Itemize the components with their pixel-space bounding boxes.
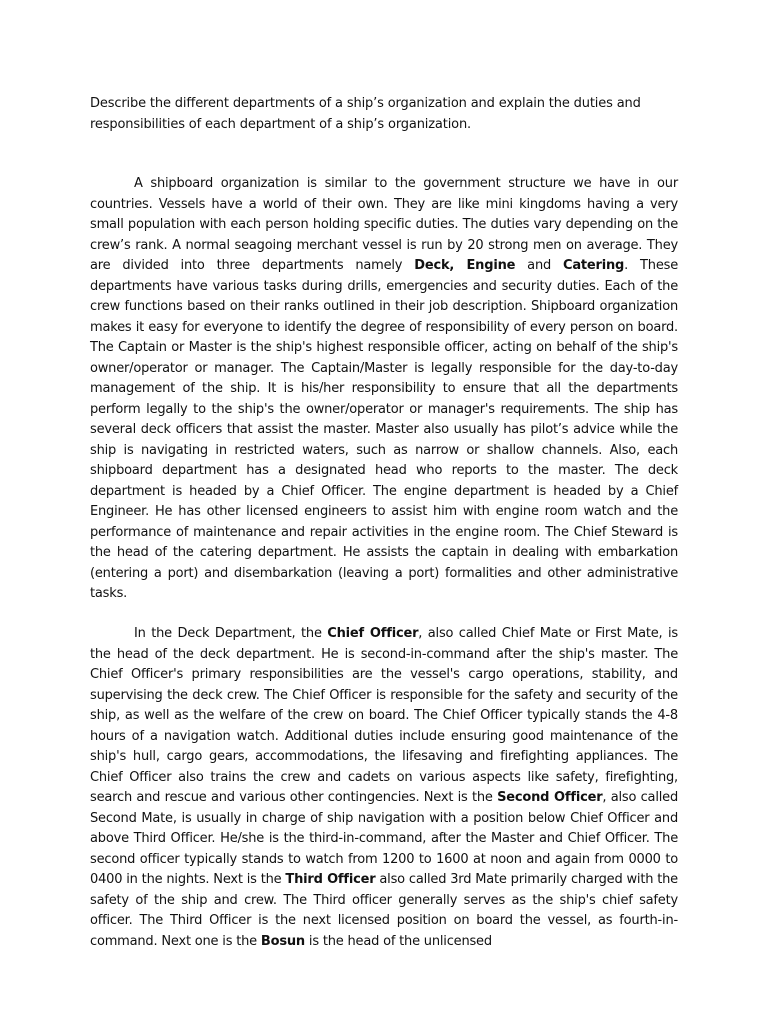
text-run: and bbox=[515, 258, 563, 273]
text-run: also called 3rd Mate primarily charged with the safety of the ship and crew. The Third officer generally serves as the ship's chief safety officer. The Third Officer is the next licensed position on board the vessel, as fourth-in-command. Next one is the bbox=[90, 872, 678, 949]
text-run: . These departments have various tasks during drills, emergencies and security duties. Each of the crew functions based on their ranks outlined in their job description. Shipboard organization makes it easy for everyone to identify the degree of responsibility of every person on board. The Captain or Master is the ship's highest responsible officer, acting on behalf of the ship's owner/operator or manager. The Captain/Master is legally responsible for the day-to-day management of the ship. It is his/her responsibility to ensure that all the departments perform legally to the ship's the owner/operator or manager's requirements. The ship has several deck officers that assist the master. Master also usually has pilot’s advice while the ship is navigating in restricted waters, such as narrow or shallow channels. Also, each shipboard department has a designated head who reports to the master. The deck department is headed by a Chief Officer. The engine department is headed by a Chief Engineer. He has other licensed engineers to assist him with engine room watch and the performance of maintenance and repair activities in the engine room. The Chief Steward is the head of the catering department. He assists the captain in dealing with embarkation (entering a port) and disembarkation (leaving a port) formalities and other administrative tasks. bbox=[90, 258, 678, 601]
text-run: In the Deck Department, the bbox=[134, 626, 328, 641]
text-run: A shipboard organization is similar to the government structure we have in our countries. Vessels have a world of their own. They are like mini kingdoms having a very small population with each person holding specific duties. The duties vary depending on the crew’s rank. A normal seagoing merchant vessel is run by 20 strong men on average. They are divided into three departments namely bbox=[90, 176, 678, 273]
paragraph-deck-department bbox=[90, 624, 678, 952]
text-run: , also called Chief Mate or First Mate, is the head of the deck department. He is second-in-command after the ship's master. The Chief Officer's primary responsibilities are the vessel's cargo operations, stability, and supervising the deck crew. The Chief Officer is responsible for the safety and security of the ship, as well as the welfare of the crew on board. The Chief Officer typically stands the 4-8 hours of a navigation watch. Additional duties include ensuring good maintenance of the ship's hull, cargo gears, accommodations, the lifesaving and firefighting appliances. The Chief Officer also trains the crew and cadets on various aspects like safety, firefighting, search and rescue and various other contingencies. Next is the bbox=[90, 626, 678, 805]
question-prompt: Describe the different departments of a ship’s organization and explain the duties and responsibilities of each department of a ship’s organization. bbox=[90, 96, 641, 132]
bold-term-third-officer: Third Officer bbox=[285, 872, 376, 887]
bold-term-second-officer: Second Officer bbox=[497, 790, 603, 805]
paragraph-shipboard-organization bbox=[90, 174, 678, 605]
text-run: , also called Second Mate, is usually in charge of ship navigation with a position below Chief Officer and above Third Officer. He/she is the third-in-command, after the Master and Chief Officer. The second officer typically stands to watch from 1200 to 1600 at noon and again from 0000 to 0400 in the nights. Next is the bbox=[90, 790, 678, 887]
text-run: is the head of the unlicensed bbox=[304, 933, 492, 949]
bold-term-catering: Catering bbox=[562, 258, 625, 273]
bold-term-deck-engine: Deck, Engine bbox=[414, 258, 516, 273]
bold-term-chief-officer: Chief Officer bbox=[327, 626, 419, 641]
bold-term-bosun: Bosun bbox=[260, 933, 305, 949]
